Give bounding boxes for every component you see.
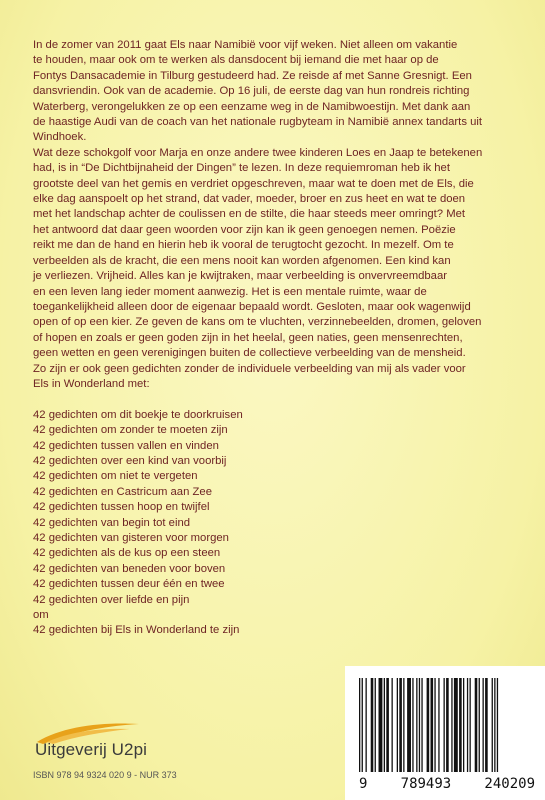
barcode-bar xyxy=(397,678,398,772)
list-item: 42 gedichten van gisteren voor morgen xyxy=(33,531,229,544)
barcode-bar xyxy=(451,678,452,772)
barcode-bar xyxy=(485,678,488,772)
barcode-bar xyxy=(407,678,411,772)
barcode-bar xyxy=(475,678,478,772)
barcode-bar xyxy=(392,678,393,772)
paragraph-line: het antwoord dat daar geen woorden voor zijn kan ik geen genoegen nemen. Poëzie xyxy=(33,223,456,236)
barcode-bar xyxy=(438,678,439,772)
isbn-line: ISBN 978 94 9324 020 9 - NUR 373 xyxy=(33,770,177,780)
barcode-bar xyxy=(419,678,420,772)
barcode-bar xyxy=(494,678,495,772)
barcode-bar xyxy=(492,678,493,772)
barcode-bar xyxy=(403,678,404,772)
spacer xyxy=(33,392,528,407)
list-item: om xyxy=(33,609,49,622)
barcode xyxy=(345,666,545,800)
paragraph-line: Zo zijn er ook geen gedichten zonder de individuele verbeelding van mij als vader voor xyxy=(33,362,466,375)
list-item: 42 gedichten van begin tot eind xyxy=(33,516,191,529)
barcode-bar xyxy=(459,678,462,772)
publisher-logo xyxy=(33,720,193,760)
barcode-bar xyxy=(362,678,363,772)
barcode-bar xyxy=(483,678,484,772)
paragraph-line: dansvriendin. Ook van de academie. Op 16 juli, de eerste dag van hun rondreis richting xyxy=(33,85,470,98)
barcode-bar xyxy=(379,678,383,772)
barcode-bar xyxy=(479,678,480,772)
barcode-bar xyxy=(470,678,471,772)
list-item: 42 gedichten om dit boekje te doorkruisen xyxy=(33,408,243,421)
barcode-bar xyxy=(421,678,422,772)
paragraph-line: elke dag aanspoelt op het strand, dat vader, moeder, broer en zus heet en wat te doen xyxy=(33,193,466,206)
paragraph-line: met het landschap achter de coulissen en de stilte, die haar steeds meer omringt? Met xyxy=(33,208,466,221)
paragraph-line: Waterberg, verongelukken ze op een eenzame weg in de Namibwoestijn. Met dank aan xyxy=(33,100,471,113)
paragraph-line: de haastige Audi van de coach van het nationale rugbyteam in Namibië annex tandarts uit xyxy=(33,116,483,129)
publisher-name: Uitgeverij U2pi xyxy=(35,740,148,759)
barcode-bar xyxy=(384,678,385,772)
barcode-bar xyxy=(427,678,430,772)
list-item: 42 gedichten en Castricum aan Zee xyxy=(33,485,212,498)
barcode-bar xyxy=(467,678,468,772)
list-item: 42 gedichten tussen vallen en vinden xyxy=(33,439,219,452)
paragraph-line: open of op een kier. Ze geven de kans om te vluchten, verzinnebeelden, dromen, geloven xyxy=(33,316,482,329)
barcode-bar xyxy=(431,678,434,772)
list-item: 42 gedichten over een kind van voorbij xyxy=(33,454,227,467)
paragraph-line: of hopen en zoals er geen goden zijn in het heelal, geen naties, geen mensenrechten, xyxy=(33,331,463,344)
list-item: 42 gedichten over liefde en pijn xyxy=(33,593,190,606)
list-item: 42 gedichten tussen hoop en twijfel xyxy=(33,501,210,514)
barcode-bar xyxy=(454,678,458,772)
barcode-bar xyxy=(399,678,402,772)
barcode-digit-group: 240209 xyxy=(484,776,535,792)
barcode-bar xyxy=(371,678,374,772)
barcode-bar xyxy=(366,678,367,772)
paragraph-line: Els in Wonderland met: xyxy=(33,377,150,390)
barcode-digit-group: 789493 xyxy=(400,776,452,792)
paragraph-line: Fontys Dansacademie in Tilburg gestudeerd had. Ze reisde af met Sanne Gresnigt. Een xyxy=(33,69,472,82)
barcode-bar xyxy=(434,678,435,772)
barcode-bar xyxy=(497,678,498,772)
blurb-text xyxy=(33,38,528,639)
barcode-bar xyxy=(375,678,376,772)
paragraph-line: toegankelijkheid alleen door de eigenaar bepaald wordt. Gesloten, maar ook wagenwijd xyxy=(33,300,471,313)
list-item: 42 gedichten bij Els in Wonderland te zijn xyxy=(33,624,240,637)
barcode-digits xyxy=(359,776,535,792)
barcode-bar xyxy=(359,678,360,772)
paragraph-line: reikt me dan de hand en hierin heb ik vooral de terugtocht gezocht. In mezelf. Om te xyxy=(33,239,454,252)
list-item: 42 gedichten als de kus op een steen xyxy=(33,547,221,560)
paragraph-line: had, is in “De Dichtbijnaheid der Dingen” te lezen. In deze requiemroman heb ik het xyxy=(33,162,450,175)
list-item: 42 gedichten van beneden voor boven xyxy=(33,562,226,575)
barcode-bar xyxy=(416,678,417,772)
barcode-digit-group: 9 xyxy=(359,776,368,792)
barcode-bar xyxy=(463,678,464,772)
paragraph-line: In de zomer van 2011 gaat Els naar Namibië voor vijf weken. Niet alleen om vakantie xyxy=(33,39,458,51)
paragraph-line: grootste deel van het gemis en verdriet opgeschreven, maar wat te doen met de Els, die xyxy=(33,177,474,190)
paragraph-line: je verliezen. Vrijheid. Alles kan je kwijtraken, maar verbeelding is onvervreemdbaar xyxy=(33,270,447,283)
paragraph-line: en een leven lang ieder moment aanwezig. Het is een mentale ruimte, waar de xyxy=(33,285,427,298)
paragraph-line: Wat deze schokgolf voor Marja en onze andere twee kinderen Loes en Jaap te betekenen xyxy=(33,146,483,159)
barcode-bar xyxy=(412,678,413,772)
paragraph-line: geen wetten en geen verenigingen buiten de collectieve verbeelding van de mensheid. xyxy=(33,347,466,360)
barcode-bar xyxy=(444,678,445,772)
list-item: 42 gedichten om zonder te moeten zijn xyxy=(33,424,228,437)
list-item: 42 gedichten om niet te vergeten xyxy=(33,470,198,483)
list-item: 42 gedichten tussen deur één en twee xyxy=(33,578,225,591)
paragraph-line: Windhoek. xyxy=(33,131,87,144)
paragraph-line: verbeelden als de kracht, die een mens nooit kan worden afgenomen. Een kind kan xyxy=(33,254,451,267)
paragraph-line: te houden, maar ook om te werken als dansdocent bij iemand die met haar op de xyxy=(33,54,439,67)
barcode-bar xyxy=(386,678,389,772)
barcode-bar xyxy=(446,678,449,772)
barcode-bars xyxy=(357,678,533,774)
